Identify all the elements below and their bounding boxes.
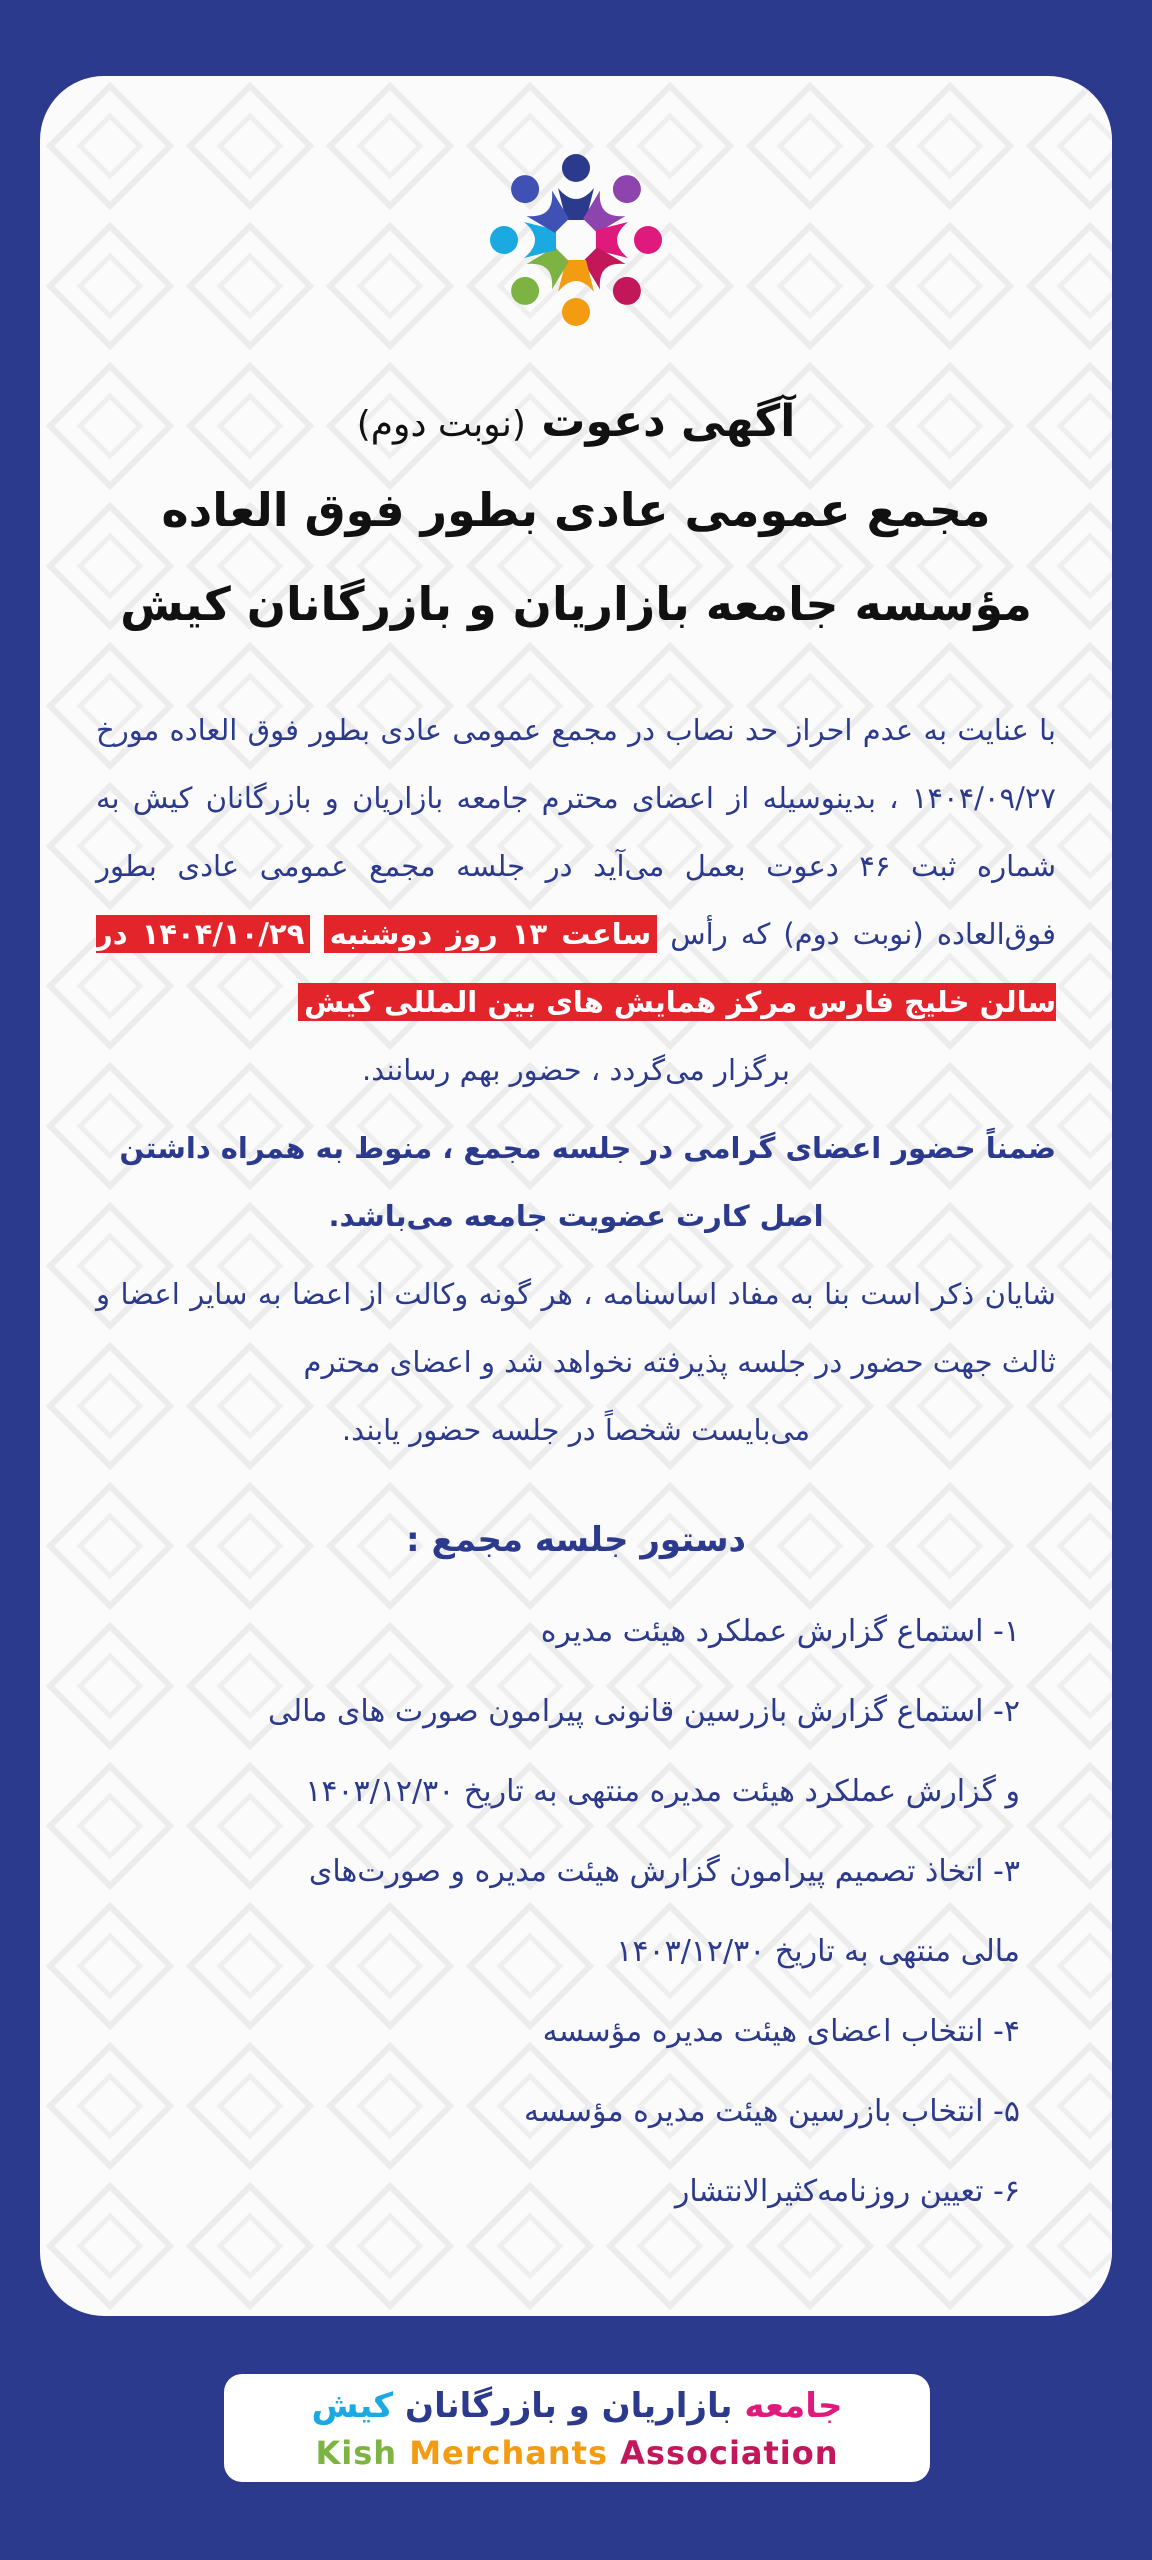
membership-card-note [96, 1114, 1056, 1250]
proxy-note [96, 1260, 1056, 1464]
proxy-note-lead: شایان ذکر است بنا به مفاد اساسنامه ، هر گونه وکالت از اعضا به سایر اعضا و ثالث جهت حضور در جلسه پذیرفته نخواهد شد و اعضای محترم [96, 1277, 1056, 1379]
agenda-list [120, 1592, 1020, 2232]
footer-en-part3: Association [620, 2434, 839, 2472]
invitation-lead: با عنایت به عدم احراز حد نصاب در مجمع عمومی عادی بطور فوق العاده مورخ ۱۴۰۴/۰۹/۲۷ ، بدینوسیله از اعضای محترم جامعه بازاریان و بازرگانان کیش به شماره ثبت ۴۶ دعوت بعمل می‌آید در جلسه مجمع عمومی عادی بطور فوق‌العاده (نوبت دوم) که رأس [96, 713, 1057, 951]
footer-fa-part3: کیش [311, 2386, 394, 2426]
agenda-item: ۵- انتخاب بازرسین هیئت مدیره مؤسسه [524, 2094, 1020, 2129]
footer-persian-name [224, 2382, 930, 2430]
footer-fa-part2: بازاریان و بازرگانان [405, 2386, 733, 2426]
footer-en-part1: Kish [315, 2434, 398, 2472]
agenda-item: ۱- استماع گزارش عملکرد هیئت مدیره [540, 1614, 1020, 1649]
announcement-title [100, 392, 1052, 455]
footer-english-name [224, 2432, 930, 2474]
invitation-tail: برگزار می‌گردد ، حضور بهم رسانند. [362, 1053, 790, 1087]
announcement-card [40, 76, 1112, 2316]
invitation-paragraph [96, 696, 1056, 1104]
footer-logo-box [224, 2374, 930, 2482]
people-circle-logo [476, 140, 676, 340]
agenda-item: ۲- استماع گزارش بازرسین قانونی پیرامون صورت های مالی [268, 1694, 1020, 1729]
agenda-title: دستور جلسه مجمع : [406, 1520, 746, 1560]
organization-title: مؤسسه جامعه بازاریان و بازرگانان کیش [120, 577, 1032, 631]
meeting-type-title: مجمع عمومی عادی بطور فوق العاده [161, 483, 991, 537]
membership-note-lead: ضمناً حضور اعضای گرامی در جلسه مجمع ، منوط به همراه داشتن [119, 1131, 1056, 1165]
agenda-item: و گزارش عملکرد هیئت مدیره منتهی به تاریخ ۱۴۰۳/۱۲/۳۰ [305, 1774, 1020, 1809]
agenda-item: ۴- انتخاب اعضای هیئت مدیره مؤسسه [542, 2014, 1020, 2049]
footer-fa-part1: جامعه [744, 2386, 843, 2426]
agenda-item: مالی منتهی به تاریخ ۱۴۰۳/۱۲/۳۰ [616, 1934, 1020, 1969]
agenda-item: ۳- اتخاذ تصمیم پیرامون گزارش هیئت مدیره و صورت‌های [308, 1854, 1020, 1889]
membership-note-tail: اصل کارت عضویت جامعه می‌باشد. [328, 1199, 824, 1233]
meeting-date-place-highlight: ۱۴۰۴/۱۰/۲۹ در سالن خلیج فارس مرکز همایش های بین المللی کیش [96, 917, 1056, 1019]
title-round: (نوبت دوم) [356, 404, 526, 445]
title-main: آگهی دعوت [541, 396, 796, 447]
footer-en-part2: Merchants [409, 2434, 608, 2472]
meeting-time-highlight: ساعت ۱۳ روز دوشنبه [324, 915, 658, 953]
proxy-note-tail: می‌بایست شخصاً در جلسه حضور یابند. [341, 1413, 811, 1447]
agenda-item: ۶- تعیین روزنامه‌کثیرالانتشار [674, 2174, 1020, 2209]
